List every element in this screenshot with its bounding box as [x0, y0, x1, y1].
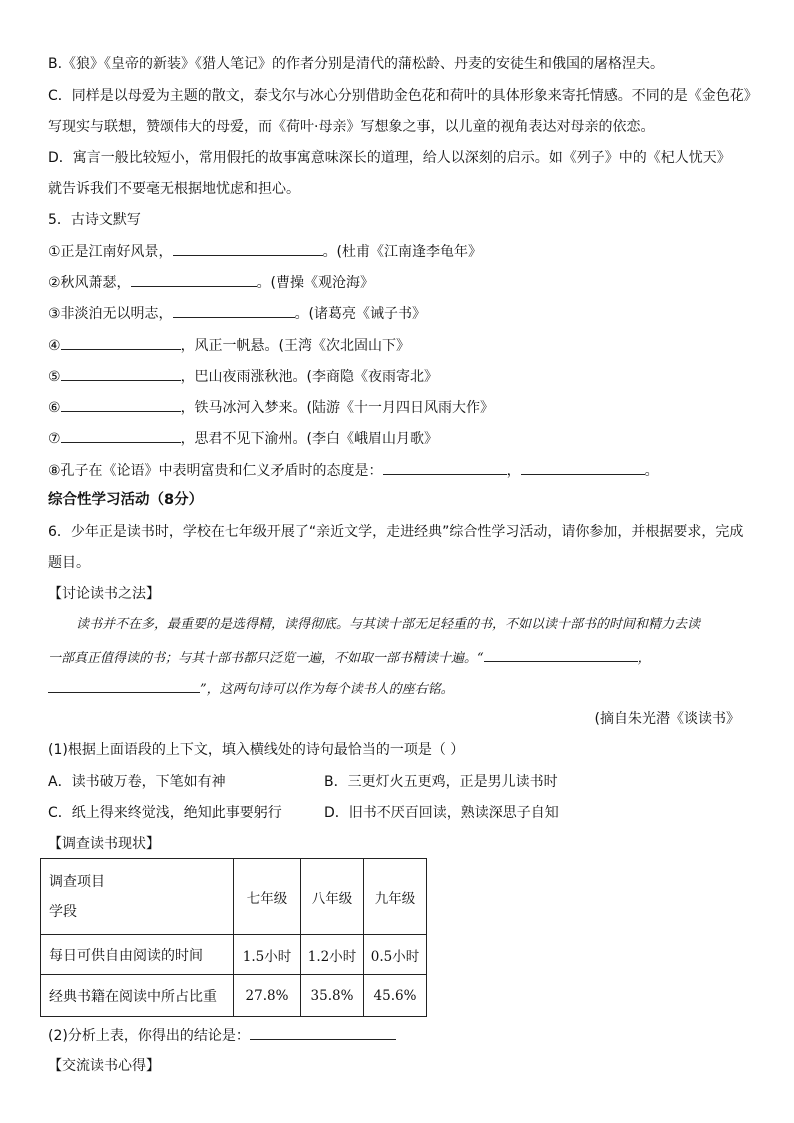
sub-question-2: (2)分析上表，你得出的结论是：: [48, 1025, 396, 1046]
choice-c[interactable]: C．纸上得来终觉浅，绝知此事要躬行: [48, 805, 282, 821]
quote-line1: 读书并不在多，最重要的是选得精，读得彻底。与其读十部无足轻重的书，不如以读十部书的时间和精力去读: [76, 617, 701, 632]
q5-item-5: ⑤ ，巴山夜雨涨秋池。(李商隐《夜雨寄北》: [48, 366, 438, 387]
answer-blank[interactable]: [173, 241, 323, 256]
table-cell: 27.8%: [234, 975, 301, 1017]
q5-item-1: ①正是江南好风景， 。(杜甫《江南逢李龟年》: [48, 241, 482, 262]
exchange-heading: 【交流读书心得】: [48, 1058, 160, 1074]
answer-blank[interactable]: [173, 303, 295, 318]
table-cell: 1.5小时: [234, 935, 301, 975]
q5-item-3: ③非淡泊无以明志， 。(诸葛亮《诫子书》: [48, 303, 426, 324]
answer-blank[interactable]: [383, 460, 507, 475]
answer-blank[interactable]: [250, 1025, 396, 1040]
q5-item-6: ⑥ ，铁马冰河入梦来。(陆游《十一月四日风雨大作》: [48, 397, 494, 418]
quote-line3: ”，这两句诗可以作为每个读书人的座右铭。: [48, 678, 454, 700]
option-c-line1: C．同样是以母爱为主题的散文，泰戈尔与冰心分别借助金色花和荷叶的具体形象来寄托情感。不同的是《金色花》: [48, 88, 758, 104]
column-header: 七年级: [234, 859, 301, 935]
quote-line2: 一部真正值得读的书；与其十部书都只泛览一遍，不如取一部书精读十遍。“ ，: [48, 647, 651, 669]
discuss-heading: 【讨论读书之法】: [48, 586, 160, 602]
answer-blank[interactable]: [61, 397, 181, 412]
q5-item-8: ⑧孔子在《论语》中表明富贵和仁义矛盾时的态度是： ， 。: [48, 460, 659, 481]
q5-item-7: ⑦ ，思君不见下渝州。(李白《峨眉山月歌》: [48, 428, 438, 449]
option-d-line1: D．寓言一般比较短小，常用假托的故事寓意味深长的道理，给人以深刻的启示。如《列子》中的《杞人忧天》: [48, 150, 731, 166]
q5-title: 5．古诗文默写: [48, 212, 141, 228]
table-cell: 1.2小时: [301, 935, 364, 975]
table-header-row: [41, 859, 427, 935]
column-header: 九年级: [364, 859, 427, 935]
corner-top: 调查项目: [49, 873, 105, 890]
q6-intro-line1: 6．少年正是读书时，学校在七年级开展了“亲近文学，走进经典”综合性学习活动，请你参加，并根据要求，完成: [48, 524, 744, 540]
answer-blank[interactable]: [131, 272, 257, 287]
table-row: [41, 975, 427, 1017]
corner-cell: [41, 859, 234, 935]
option-b: B.《狼》《皇帝的新装》《猎人笔记》的作者分别是清代的蒲松龄、丹麦的安徒生和俄国的屠格涅夫。: [48, 56, 665, 72]
option-c-line2: 写现实与联想，赞颂伟大的母爱，而《荷叶·母亲》写想象之事，以儿童的视角表达对母亲的依恋。: [48, 119, 655, 135]
table-row: [41, 935, 427, 975]
q5-item-4: ④ ，风正一帆悬。(王湾《次北固山下》: [48, 335, 410, 356]
choice-b[interactable]: B．三更灯火五更鸡，正是男儿读书时: [324, 774, 558, 790]
answer-blank[interactable]: [61, 428, 181, 443]
row-label: 每日可供自由阅读的时间: [41, 935, 234, 975]
q5-item-2: ②秋风萧瑟， 。(曹操《观沧海》: [48, 272, 374, 293]
answer-blank[interactable]: [61, 366, 181, 381]
answer-blank[interactable]: [484, 647, 638, 662]
row-label: 经典书籍在阅读中所占比重: [41, 975, 234, 1017]
q6-intro-line2: 题目。: [48, 555, 90, 571]
answer-blank[interactable]: [48, 678, 200, 693]
corner-bottom: 学段: [49, 903, 77, 920]
choice-d[interactable]: D．旧书不厌百回读，熟读深思子自知: [324, 805, 559, 821]
table-cell: 45.6%: [364, 975, 427, 1017]
survey-table: [40, 858, 427, 1017]
column-header: 八年级: [301, 859, 364, 935]
table-cell: 35.8%: [301, 975, 364, 1017]
option-d-line2: 就告诉我们不要毫无根据地忧虑和担心。: [48, 181, 300, 197]
table-cell: 0.5小时: [364, 935, 427, 975]
quote-source: (摘自朱光潜《谈读书》: [594, 711, 740, 727]
answer-blank[interactable]: [61, 335, 181, 350]
answer-blank[interactable]: [521, 460, 645, 475]
choice-a[interactable]: A．读书破万卷，下笔如有神: [48, 774, 226, 790]
section-title: 综合性学习活动（8分）: [48, 492, 204, 508]
survey-heading: 【调查读书现状】: [48, 836, 160, 852]
sub-question-1: (1)根据上面语段的上下文，填入横线处的诗句最恰当的一项是（ ）: [48, 742, 465, 758]
